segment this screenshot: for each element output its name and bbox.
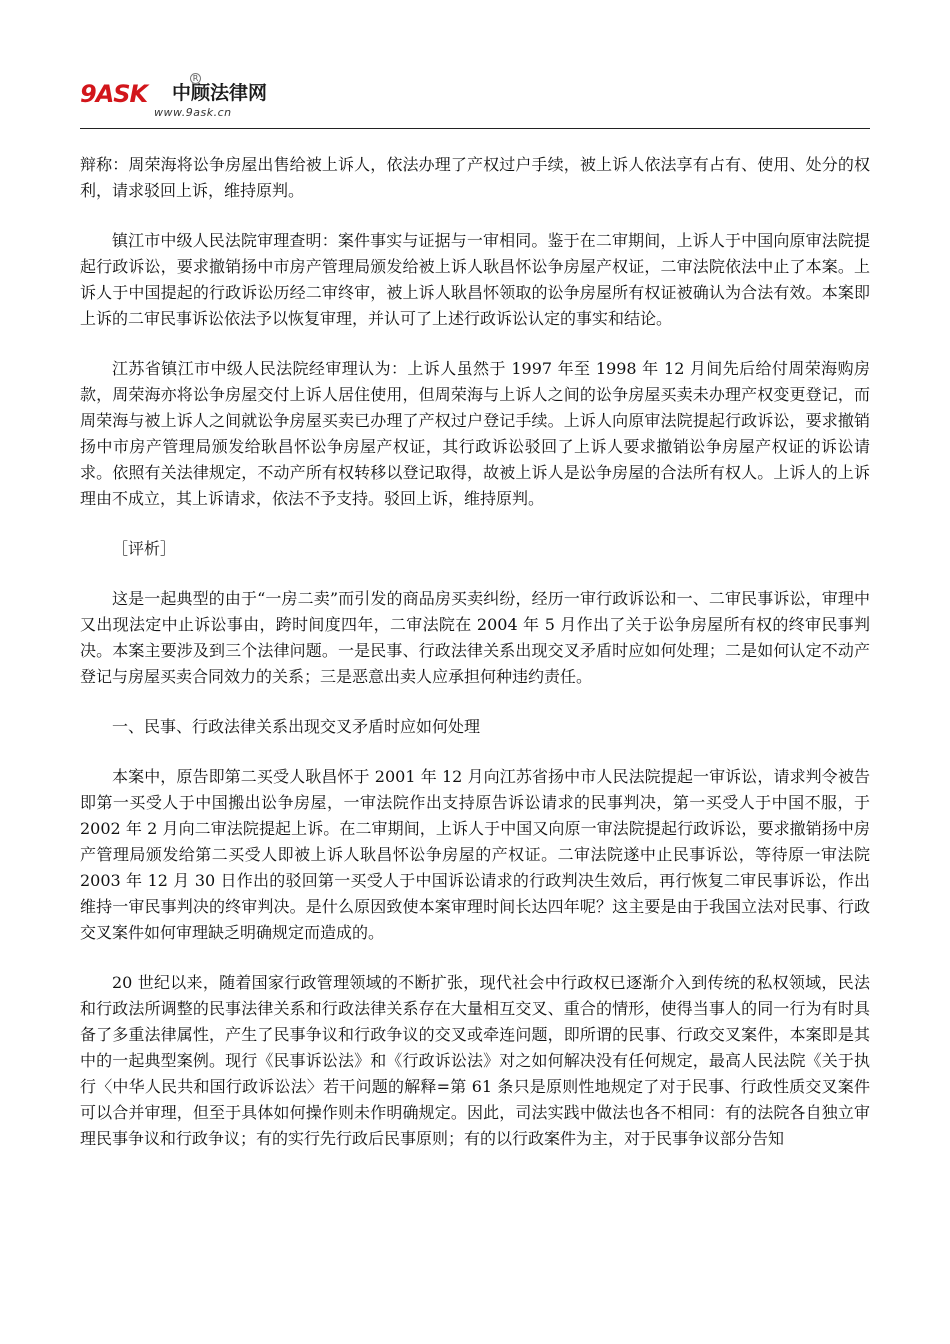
paragraph: 这是一起典型的由于“一房二卖”而引发的商品房买卖纠纷，经历一审行政诉讼和一、二审民事诉讼，审理中又出现法定中止诉讼事由，跨时间度四年，二审法院在 2004 年 5 月作出了关于讼争房屋所有权的终审民事判决。本案主要涉及到三个法律问题。一是民事、行政法律关系出现交叉矛盾时应如何处理；二是如何认定不动产登记与房屋买卖合同效力的关系；三是恶意出卖人应承担何种违约责任。 <box>80 589 870 686</box>
site-logo[interactable] <box>80 76 340 126</box>
paragraph: 本案中，原告即第二买受人耿昌怀于 2001 年 12 月向江苏省扬中市人民法院提起一审诉讼，请求判令被告即第一买受人于中国搬出讼争房屋，一审法院作出支持原告诉讼请求的民事判决，第一买受人于中国不服，于 2002 年 2 月向二审法院提起上诉。在二审期间，上诉人于中国又向原一审法院提起行政诉讼，要求撤销扬中房产管理局颁发给第二买受人即被上诉人耿昌怀讼争房屋的产权证。二审法院遂中止民事诉讼，等待原一审法院 2003 年 12 月 30 日作出的驳回第一买受人于中国诉讼请求的行政判决生效后，再行恢复二审民事诉讼，作出维持一审民事判决的终审判决。是什么原因致使本案审理时间长达四年呢？这主要是由于我国立法对民事、行政交叉案件如何审理缺乏明确规定而造成的。 <box>80 767 870 942</box>
paragraph: 镇江市中级人民法院审理查明：案件事实与证据与一审相同。鉴于在二审期间，上诉人于中国向原审法院提起行政诉讼，要求撤销扬中市房产管理局颁发给被上诉人耿昌怀讼争房屋产权证，二审法院依法中止了本案。上诉人于中国提起的行政诉讼历经二审终审，被上诉人耿昌怀领取的讼争房屋所有权证被确认为合法有效。本案即上诉的二审民事诉讼依法予以恢复审理，并认可了上述行政诉讼认定的事实和结论。 <box>80 231 870 328</box>
logo-brand-text: 9ASK <box>80 80 148 108</box>
paragraph: 江苏省镇江市中级人民法院经审理认为：上诉人虽然于 1997 年至 1998 年 12 月间先后给付周荣海购房款，周荣海亦将讼争房屋交付上诉人居住使用，但周荣海与上诉人之间的讼争房屋买卖未办理产权变更登记，而周荣海与被上诉人之间就讼争房屋买卖已办理了产权过户登记手续。上诉人向原审法院提起行政诉讼，要求撤销扬中市房产管理局颁发给耿昌怀讼争房屋产权证，其行政诉讼驳回了上诉人要求撤销讼争房屋产权证的诉讼请求。依照有关法律规定，不动产所有权转移以登记取得，故被上诉人是讼争房屋的合法所有权人。上诉人的上诉理由不成立，其上诉请求，依法不予支持。驳回上诉，维持原判。 <box>80 359 870 508</box>
paragraph: 辩称：周荣海将讼争房屋出售给被上诉人，依法办理了产权过户手续，被上诉人依法享有占有、使用、处分的权利，请求驳回上诉，维持原判。 <box>80 155 870 200</box>
section-label: ［评析］ <box>112 539 177 558</box>
registered-mark: R <box>190 73 201 84</box>
page-header <box>80 76 870 126</box>
logo-site-name: 中顾法律网 <box>172 82 268 104</box>
paragraph: 20 世纪以来，随着国家行政管理领域的不断扩张，现代社会中行政权已逐渐介入到传统的私权领域，民法和行政法所调整的民事法律关系和行政法律关系存在大量相互交叉、重合的情形，使得当事人的同一行为有时具备了多重法律属性，产生了民事争议和行政争议的交叉或牵连问题，即所谓的民事、行政交叉案件，本案即是其中的一起典型案例。现行《民事诉讼法》和《行政诉讼法》对之如何解决没有任何规定，最高人民法院《关于执行〈中华人民共和国行政诉讼法〉若干问题的解释=第 61 条只是原则性地规定了对于民事、行政性质交叉案件可以合并审理，但至于具体如何操作则未作明确规定。因此，司法实践中做法也各不相同：有的法院各自独立审理民事争议和行政争议；有的实行先行政后民事原则；有的以行政案件为主，对于民事争议部分告知 <box>80 973 870 1148</box>
logo-url: www.9ask.cn <box>154 106 232 119</box>
section-heading: 一、民事、行政法律关系出现交叉矛盾时应如何处理 <box>112 717 481 736</box>
header-divider <box>80 128 870 129</box>
document-body <box>80 152 870 1176</box>
